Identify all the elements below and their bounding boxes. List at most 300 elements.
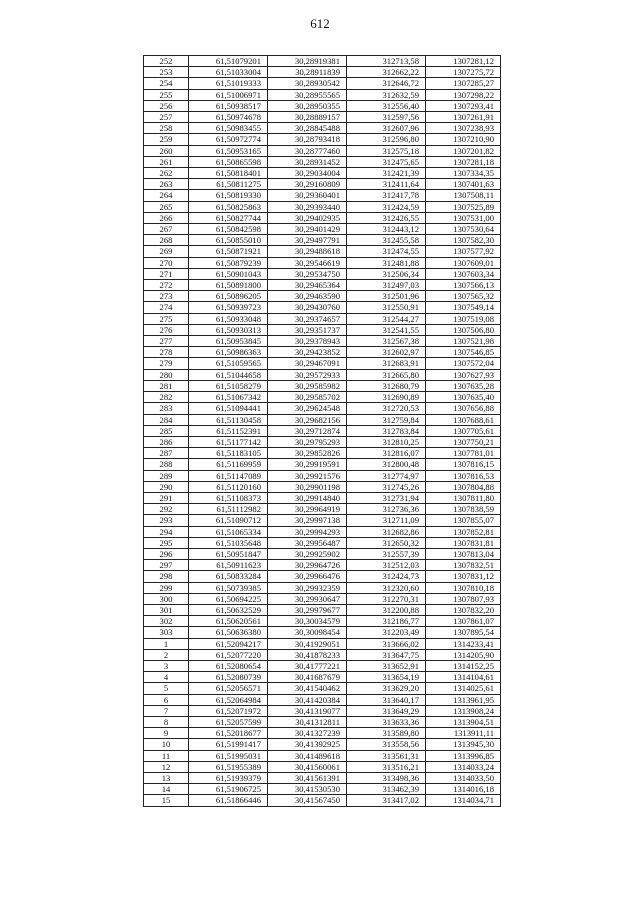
latitude-cell: 61,50819330 xyxy=(189,190,268,201)
longitude-cell: 30,29852826 xyxy=(268,448,347,459)
latitude-cell: 61,50855010 xyxy=(189,235,268,246)
y-coordinate-cell: 1307572,04 xyxy=(426,358,501,369)
latitude-cell: 61,51079201 xyxy=(189,56,268,67)
x-coordinate-cell: 312557,39 xyxy=(347,548,426,559)
x-coordinate-cell: 312497,03 xyxy=(347,280,426,291)
point-number-cell: 265 xyxy=(144,201,189,212)
point-number-cell: 7 xyxy=(144,705,189,716)
longitude-cell: 30,28845488 xyxy=(268,123,347,134)
longitude-cell: 30,29901198 xyxy=(268,481,347,492)
y-coordinate-cell: 1307807,93 xyxy=(426,593,501,604)
longitude-cell: 30,29994293 xyxy=(268,526,347,537)
x-coordinate-cell: 312783,84 xyxy=(347,425,426,436)
point-number-cell: 303 xyxy=(144,627,189,638)
point-number-cell: 272 xyxy=(144,280,189,291)
y-coordinate-cell: 1307238,93 xyxy=(426,123,501,134)
point-number-cell: 284 xyxy=(144,414,189,425)
longitude-cell: 30,28919381 xyxy=(268,56,347,67)
x-coordinate-cell: 313652,91 xyxy=(347,660,426,671)
longitude-cell: 30,41489618 xyxy=(268,750,347,761)
latitude-cell: 61,50833284 xyxy=(189,571,268,582)
y-coordinate-cell: 1307531,00 xyxy=(426,212,501,223)
latitude-cell: 61,51120160 xyxy=(189,481,268,492)
x-coordinate-cell: 312501,96 xyxy=(347,291,426,302)
longitude-cell: 30,41687679 xyxy=(268,672,347,683)
point-number-cell: 254 xyxy=(144,78,189,89)
table-row xyxy=(144,582,501,593)
longitude-cell: 30,29534750 xyxy=(268,268,347,279)
longitude-cell: 30,41561391 xyxy=(268,773,347,784)
x-coordinate-cell: 313462,39 xyxy=(347,784,426,795)
longitude-cell: 30,29921576 xyxy=(268,470,347,481)
y-coordinate-cell: 1307275,72 xyxy=(426,67,501,78)
table-row xyxy=(144,604,501,615)
y-coordinate-cell: 1307635,28 xyxy=(426,380,501,391)
longitude-cell: 30,29034004 xyxy=(268,168,347,179)
point-number-cell: 270 xyxy=(144,257,189,268)
x-coordinate-cell: 313589,80 xyxy=(347,728,426,739)
longitude-cell: 30,29463590 xyxy=(268,291,347,302)
table-row xyxy=(144,67,501,78)
y-coordinate-cell: 1314025,61 xyxy=(426,683,501,694)
latitude-cell: 61,50739385 xyxy=(189,582,268,593)
latitude-cell: 61,51067342 xyxy=(189,392,268,403)
point-number-cell: 280 xyxy=(144,369,189,380)
latitude-cell: 61,52080739 xyxy=(189,672,268,683)
x-coordinate-cell: 313629,20 xyxy=(347,683,426,694)
table-row xyxy=(144,627,501,638)
latitude-cell: 61,51955389 xyxy=(189,761,268,772)
y-coordinate-cell: 1307281,12 xyxy=(426,56,501,67)
point-number-cell: 257 xyxy=(144,112,189,123)
longitude-cell: 30,41567450 xyxy=(268,795,347,806)
table-row xyxy=(144,436,501,447)
table-row xyxy=(144,683,501,694)
point-number-cell: 269 xyxy=(144,246,189,257)
x-coordinate-cell: 312720,53 xyxy=(347,403,426,414)
longitude-cell: 30,28889157 xyxy=(268,112,347,123)
x-coordinate-cell: 312474,55 xyxy=(347,246,426,257)
longitude-cell: 30,29585702 xyxy=(268,392,347,403)
longitude-cell: 30,30034579 xyxy=(268,616,347,627)
longitude-cell: 30,28955565 xyxy=(268,89,347,100)
y-coordinate-cell: 1307832,20 xyxy=(426,604,501,615)
longitude-cell: 30,29585982 xyxy=(268,380,347,391)
y-coordinate-cell: 1307861,07 xyxy=(426,616,501,627)
x-coordinate-cell: 312200,88 xyxy=(347,604,426,615)
y-coordinate-cell: 1307816,15 xyxy=(426,459,501,470)
latitude-cell: 61,51906725 xyxy=(189,784,268,795)
latitude-cell: 61,50842598 xyxy=(189,224,268,235)
point-number-cell: 294 xyxy=(144,526,189,537)
table-row xyxy=(144,392,501,403)
x-coordinate-cell: 312567,38 xyxy=(347,336,426,347)
longitude-cell: 30,41530530 xyxy=(268,784,347,795)
table-row xyxy=(144,336,501,347)
y-coordinate-cell: 1307261,91 xyxy=(426,112,501,123)
point-number-cell: 277 xyxy=(144,336,189,347)
point-number-cell: 1 xyxy=(144,638,189,649)
y-coordinate-cell: 1307293,41 xyxy=(426,100,501,111)
latitude-cell: 61,51044658 xyxy=(189,369,268,380)
x-coordinate-cell: 312506,34 xyxy=(347,268,426,279)
y-coordinate-cell: 1313945,30 xyxy=(426,739,501,750)
y-coordinate-cell: 1307298,22 xyxy=(426,89,501,100)
x-coordinate-cell: 313417,02 xyxy=(347,795,426,806)
x-coordinate-cell: 312650,32 xyxy=(347,537,426,548)
longitude-cell: 30,29930647 xyxy=(268,593,347,604)
table-row xyxy=(144,224,501,235)
latitude-cell: 61,51183105 xyxy=(189,448,268,459)
table-row xyxy=(144,425,501,436)
y-coordinate-cell: 1313961,95 xyxy=(426,694,501,705)
point-number-cell: 260 xyxy=(144,145,189,156)
longitude-cell: 30,29932359 xyxy=(268,582,347,593)
table-row xyxy=(144,145,501,156)
x-coordinate-cell: 313498,36 xyxy=(347,773,426,784)
longitude-cell: 30,28931452 xyxy=(268,156,347,167)
longitude-cell: 30,41929051 xyxy=(268,638,347,649)
latitude-cell: 61,52064984 xyxy=(189,694,268,705)
point-number-cell: 289 xyxy=(144,470,189,481)
y-coordinate-cell: 1307813,04 xyxy=(426,548,501,559)
point-number-cell: 287 xyxy=(144,448,189,459)
table-row xyxy=(144,750,501,761)
point-number-cell: 283 xyxy=(144,403,189,414)
latitude-cell: 61,50811275 xyxy=(189,179,268,190)
longitude-cell: 30,41312811 xyxy=(268,716,347,727)
table-row xyxy=(144,56,501,67)
y-coordinate-cell: 1307804,88 xyxy=(426,481,501,492)
x-coordinate-cell: 312424,59 xyxy=(347,201,426,212)
table-row xyxy=(144,728,501,739)
x-coordinate-cell: 312541,55 xyxy=(347,324,426,335)
latitude-cell: 61,50901043 xyxy=(189,268,268,279)
x-coordinate-cell: 312421,39 xyxy=(347,168,426,179)
longitude-cell: 30,29378943 xyxy=(268,336,347,347)
table-row xyxy=(144,694,501,705)
y-coordinate-cell: 1307546,85 xyxy=(426,347,501,358)
table-row xyxy=(144,257,501,268)
x-coordinate-cell: 312443,12 xyxy=(347,224,426,235)
y-coordinate-cell: 1307549,14 xyxy=(426,302,501,313)
point-number-cell: 290 xyxy=(144,481,189,492)
table-row xyxy=(144,616,501,627)
x-coordinate-cell: 312607,96 xyxy=(347,123,426,134)
longitude-cell: 30,29402935 xyxy=(268,212,347,223)
x-coordinate-cell: 312575,18 xyxy=(347,145,426,156)
latitude-cell: 61,50694225 xyxy=(189,593,268,604)
table-row xyxy=(144,649,501,660)
latitude-cell: 61,51094441 xyxy=(189,403,268,414)
table-row xyxy=(144,100,501,111)
latitude-cell: 61,50972774 xyxy=(189,134,268,145)
longitude-cell: 30,41319077 xyxy=(268,705,347,716)
y-coordinate-cell: 1307895,54 xyxy=(426,627,501,638)
x-coordinate-cell: 312682,86 xyxy=(347,526,426,537)
longitude-cell: 30,41420384 xyxy=(268,694,347,705)
latitude-cell: 61,50636380 xyxy=(189,627,268,638)
table-row xyxy=(144,705,501,716)
point-number-cell: 291 xyxy=(144,492,189,503)
longitude-cell: 30,29351737 xyxy=(268,324,347,335)
longitude-cell: 30,41327239 xyxy=(268,728,347,739)
point-number-cell: 264 xyxy=(144,190,189,201)
table-row xyxy=(144,638,501,649)
table-row xyxy=(144,168,501,179)
point-number-cell: 11 xyxy=(144,750,189,761)
longitude-cell: 30,29997138 xyxy=(268,515,347,526)
longitude-cell: 30,29966476 xyxy=(268,571,347,582)
point-number-cell: 273 xyxy=(144,291,189,302)
point-number-cell: 279 xyxy=(144,358,189,369)
x-coordinate-cell: 312556,40 xyxy=(347,100,426,111)
point-number-cell: 4 xyxy=(144,672,189,683)
longitude-cell: 30,29624548 xyxy=(268,403,347,414)
latitude-cell: 61,50896205 xyxy=(189,291,268,302)
point-number-cell: 261 xyxy=(144,156,189,167)
table-row xyxy=(144,716,501,727)
x-coordinate-cell: 312816,07 xyxy=(347,448,426,459)
longitude-cell: 30,28911839 xyxy=(268,67,347,78)
point-number-cell: 285 xyxy=(144,425,189,436)
y-coordinate-cell: 1307627,93 xyxy=(426,369,501,380)
point-number-cell: 9 xyxy=(144,728,189,739)
x-coordinate-cell: 312512,03 xyxy=(347,560,426,571)
longitude-cell: 30,29160809 xyxy=(268,179,347,190)
table-row xyxy=(144,201,501,212)
latitude-cell: 61,50825863 xyxy=(189,201,268,212)
longitude-cell: 30,29546619 xyxy=(268,257,347,268)
y-coordinate-cell: 1307603,34 xyxy=(426,268,501,279)
longitude-cell: 30,29919591 xyxy=(268,459,347,470)
latitude-cell: 61,52080654 xyxy=(189,660,268,671)
longitude-cell: 30,29360401 xyxy=(268,190,347,201)
x-coordinate-cell: 313561,31 xyxy=(347,750,426,761)
x-coordinate-cell: 312270,31 xyxy=(347,593,426,604)
table-row xyxy=(144,235,501,246)
point-number-cell: 255 xyxy=(144,89,189,100)
latitude-cell: 61,50933048 xyxy=(189,313,268,324)
table-row xyxy=(144,89,501,100)
table-row xyxy=(144,795,501,806)
x-coordinate-cell: 313649,29 xyxy=(347,705,426,716)
y-coordinate-cell: 1307750,21 xyxy=(426,436,501,447)
y-coordinate-cell: 1307781,01 xyxy=(426,448,501,459)
longitude-cell: 30,29374657 xyxy=(268,313,347,324)
point-number-cell: 259 xyxy=(144,134,189,145)
table-row xyxy=(144,414,501,425)
x-coordinate-cell: 312550,91 xyxy=(347,302,426,313)
longitude-cell: 30,29925902 xyxy=(268,548,347,559)
point-number-cell: 274 xyxy=(144,302,189,313)
x-coordinate-cell: 312411,64 xyxy=(347,179,426,190)
point-number-cell: 253 xyxy=(144,67,189,78)
latitude-cell: 61,51019333 xyxy=(189,78,268,89)
y-coordinate-cell: 1307525,89 xyxy=(426,201,501,212)
latitude-cell: 61,50974678 xyxy=(189,112,268,123)
table-row xyxy=(144,481,501,492)
point-number-cell: 256 xyxy=(144,100,189,111)
latitude-cell: 61,50951847 xyxy=(189,548,268,559)
latitude-cell: 61,50983455 xyxy=(189,123,268,134)
table-row xyxy=(144,190,501,201)
latitude-cell: 61,50620561 xyxy=(189,616,268,627)
x-coordinate-cell: 312596,80 xyxy=(347,134,426,145)
x-coordinate-cell: 312481,88 xyxy=(347,257,426,268)
y-coordinate-cell: 1307831,12 xyxy=(426,571,501,582)
point-number-cell: 278 xyxy=(144,347,189,358)
x-coordinate-cell: 312455,58 xyxy=(347,235,426,246)
point-number-cell: 282 xyxy=(144,392,189,403)
table-row xyxy=(144,179,501,190)
point-number-cell: 271 xyxy=(144,268,189,279)
longitude-cell: 30,28930542 xyxy=(268,78,347,89)
point-number-cell: 5 xyxy=(144,683,189,694)
y-coordinate-cell: 1314205,90 xyxy=(426,649,501,660)
table-row xyxy=(144,660,501,671)
y-coordinate-cell: 1307519,08 xyxy=(426,313,501,324)
latitude-cell: 61,52056571 xyxy=(189,683,268,694)
point-number-cell: 299 xyxy=(144,582,189,593)
x-coordinate-cell: 312665,80 xyxy=(347,369,426,380)
longitude-cell: 30,28793418 xyxy=(268,134,347,145)
latitude-cell: 61,50953845 xyxy=(189,336,268,347)
y-coordinate-cell: 1314233,41 xyxy=(426,638,501,649)
table-row xyxy=(144,324,501,335)
latitude-cell: 61,51939379 xyxy=(189,773,268,784)
x-coordinate-cell: 313516,21 xyxy=(347,761,426,772)
x-coordinate-cell: 312424,73 xyxy=(347,571,426,582)
y-coordinate-cell: 1314152,25 xyxy=(426,660,501,671)
table-row xyxy=(144,571,501,582)
latitude-cell: 61,52094217 xyxy=(189,638,268,649)
longitude-cell: 30,29712874 xyxy=(268,425,347,436)
latitude-cell: 61,51995031 xyxy=(189,750,268,761)
table-row xyxy=(144,773,501,784)
latitude-cell: 61,52057599 xyxy=(189,716,268,727)
x-coordinate-cell: 312745,26 xyxy=(347,481,426,492)
table-row xyxy=(144,112,501,123)
x-coordinate-cell: 312426,55 xyxy=(347,212,426,223)
longitude-cell: 30,29964919 xyxy=(268,504,347,515)
longitude-cell: 30,29467091 xyxy=(268,358,347,369)
page-number: 612 xyxy=(310,16,330,31)
point-number-cell: 288 xyxy=(144,459,189,470)
x-coordinate-cell: 312597,56 xyxy=(347,112,426,123)
coordinates-table-body xyxy=(144,56,501,807)
table-row xyxy=(144,347,501,358)
y-coordinate-cell: 1307831,81 xyxy=(426,537,501,548)
x-coordinate-cell: 312662,22 xyxy=(347,67,426,78)
point-number-cell: 258 xyxy=(144,123,189,134)
y-coordinate-cell: 1314033,24 xyxy=(426,761,501,772)
latitude-cell: 61,51169959 xyxy=(189,459,268,470)
x-coordinate-cell: 313654,19 xyxy=(347,672,426,683)
latitude-cell: 61,50938517 xyxy=(189,100,268,111)
latitude-cell: 61,50930313 xyxy=(189,324,268,335)
latitude-cell: 61,51147089 xyxy=(189,470,268,481)
longitude-cell: 30,30098454 xyxy=(268,627,347,638)
table-row xyxy=(144,672,501,683)
point-number-cell: 276 xyxy=(144,324,189,335)
table-row xyxy=(144,761,501,772)
latitude-cell: 61,50986363 xyxy=(189,347,268,358)
latitude-cell: 61,50939723 xyxy=(189,302,268,313)
table-row xyxy=(144,526,501,537)
x-coordinate-cell: 312646,72 xyxy=(347,78,426,89)
y-coordinate-cell: 1307565,32 xyxy=(426,291,501,302)
y-coordinate-cell: 1307201,82 xyxy=(426,145,501,156)
longitude-cell: 30,29423852 xyxy=(268,347,347,358)
y-coordinate-cell: 1307838,59 xyxy=(426,504,501,515)
x-coordinate-cell: 312690,89 xyxy=(347,392,426,403)
point-number-cell: 3 xyxy=(144,660,189,671)
point-number-cell: 296 xyxy=(144,548,189,559)
x-coordinate-cell: 312186,77 xyxy=(347,616,426,627)
table-row xyxy=(144,246,501,257)
table-row xyxy=(144,78,501,89)
point-number-cell: 263 xyxy=(144,179,189,190)
y-coordinate-cell: 1307530,64 xyxy=(426,224,501,235)
latitude-cell: 61,51058279 xyxy=(189,380,268,391)
longitude-cell: 30,29497791 xyxy=(268,235,347,246)
y-coordinate-cell: 1313904,51 xyxy=(426,716,501,727)
longitude-cell: 30,29401429 xyxy=(268,224,347,235)
y-coordinate-cell: 1307810,18 xyxy=(426,582,501,593)
x-coordinate-cell: 312736,36 xyxy=(347,504,426,515)
point-number-cell: 266 xyxy=(144,212,189,223)
y-coordinate-cell: 1307832,51 xyxy=(426,560,501,571)
table-row xyxy=(144,123,501,134)
y-coordinate-cell: 1307609,01 xyxy=(426,257,501,268)
latitude-cell: 61,50632529 xyxy=(189,604,268,615)
x-coordinate-cell: 312713,58 xyxy=(347,56,426,67)
table-row xyxy=(144,492,501,503)
latitude-cell: 61,51991417 xyxy=(189,739,268,750)
table-row xyxy=(144,291,501,302)
y-coordinate-cell: 1307281,18 xyxy=(426,156,501,167)
point-number-cell: 281 xyxy=(144,380,189,391)
y-coordinate-cell: 1307811,80 xyxy=(426,492,501,503)
latitude-cell: 61,50879239 xyxy=(189,257,268,268)
y-coordinate-cell: 1307210,90 xyxy=(426,134,501,145)
x-coordinate-cell: 312632,59 xyxy=(347,89,426,100)
table-row xyxy=(144,560,501,571)
point-number-cell: 262 xyxy=(144,168,189,179)
latitude-cell: 61,50891800 xyxy=(189,280,268,291)
point-number-cell: 12 xyxy=(144,761,189,772)
point-number-cell: 8 xyxy=(144,716,189,727)
point-number-cell: 302 xyxy=(144,616,189,627)
point-number-cell: 252 xyxy=(144,56,189,67)
latitude-cell: 61,50953165 xyxy=(189,145,268,156)
y-coordinate-cell: 1314016,18 xyxy=(426,784,501,795)
longitude-cell: 30,29488618 xyxy=(268,246,347,257)
y-coordinate-cell: 1313911,11 xyxy=(426,728,501,739)
latitude-cell: 61,52071972 xyxy=(189,705,268,716)
latitude-cell: 61,50818401 xyxy=(189,168,268,179)
x-coordinate-cell: 312759,84 xyxy=(347,414,426,425)
y-coordinate-cell: 1314104,61 xyxy=(426,672,501,683)
y-coordinate-cell: 1313996,85 xyxy=(426,750,501,761)
longitude-cell: 30,29914840 xyxy=(268,492,347,503)
longitude-cell: 30,29964726 xyxy=(268,560,347,571)
x-coordinate-cell: 312810,25 xyxy=(347,436,426,447)
point-number-cell: 295 xyxy=(144,537,189,548)
longitude-cell: 30,41392925 xyxy=(268,739,347,750)
table-row xyxy=(144,369,501,380)
